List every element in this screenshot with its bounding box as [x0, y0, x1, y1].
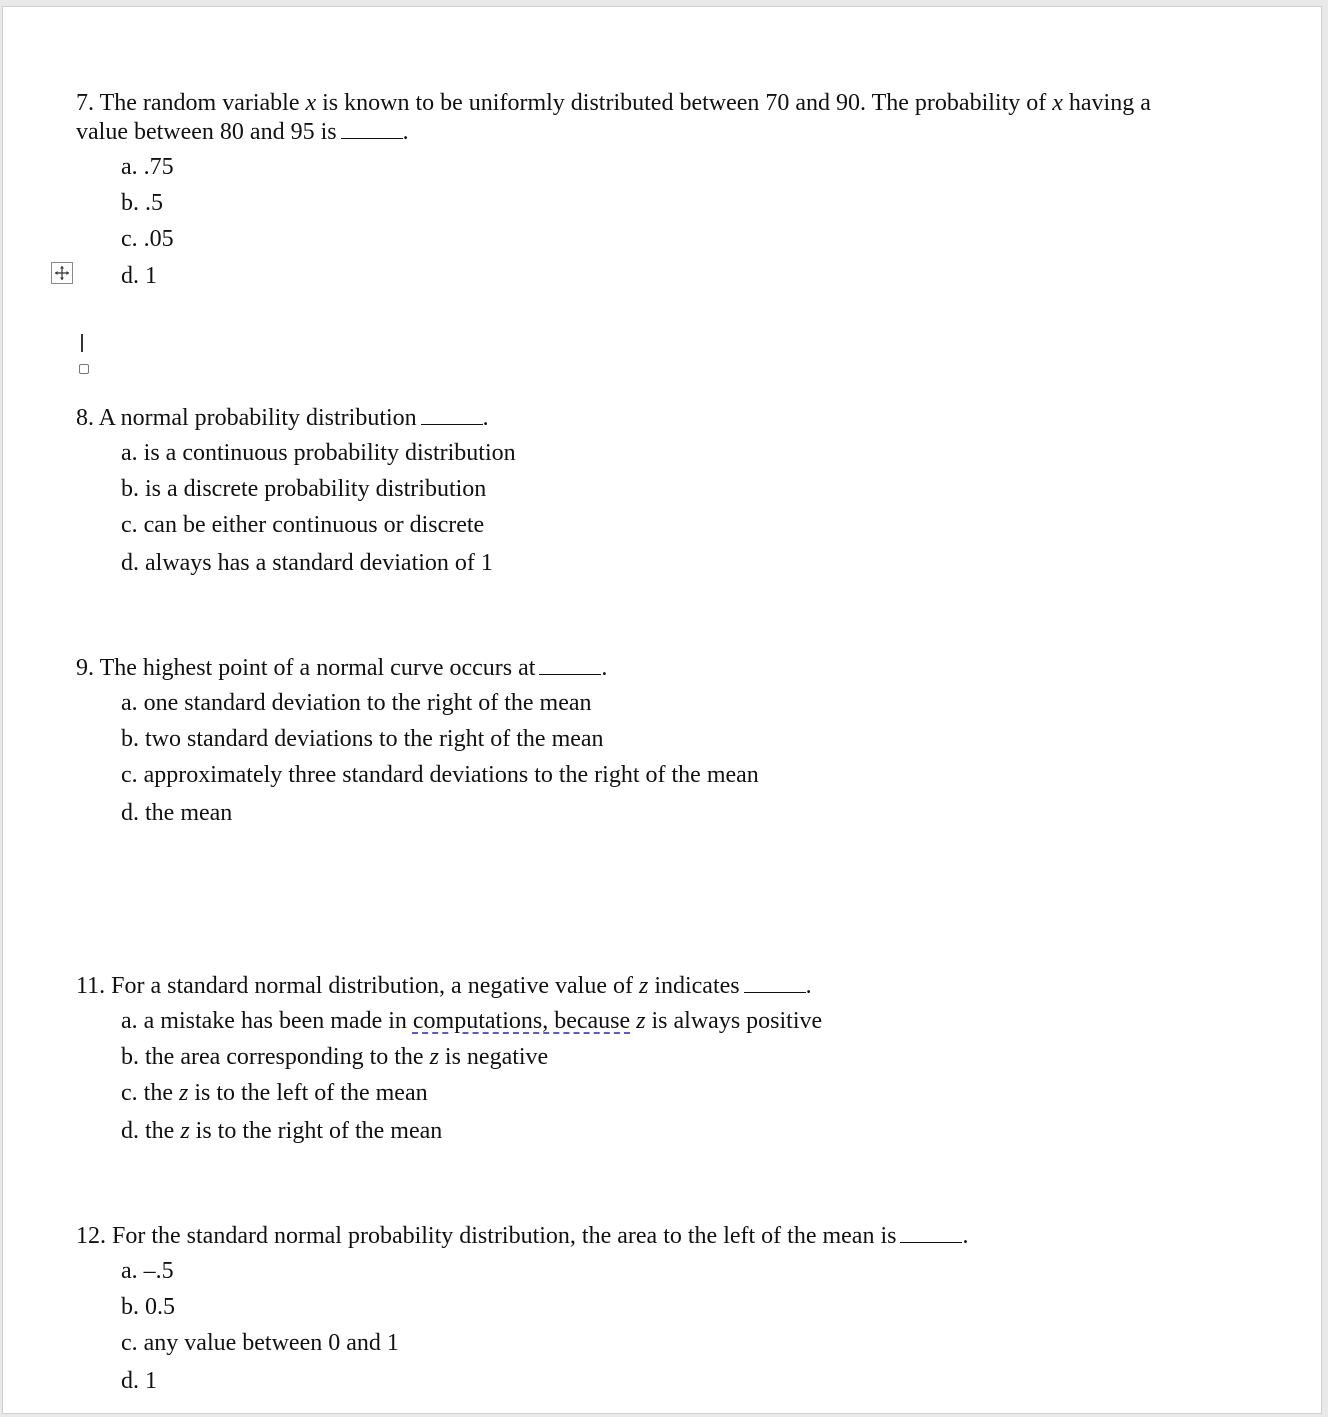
move-arrows-glyph [54, 265, 70, 281]
q11-a-var-z: z [636, 1008, 646, 1034]
q9-option-b[interactable]: b. two standard deviations to the right of the mean [121, 726, 604, 752]
q11-d-var-z: z [180, 1118, 190, 1144]
q7-period: . [402, 119, 409, 145]
q7-option-c[interactable]: c. .05 [121, 226, 174, 252]
q8-option-c[interactable]: c. can be either continuous or discrete [121, 512, 485, 538]
question-7-line-2 [76, 118, 409, 147]
q9-option-a[interactable]: a. one standard deviation to the right of the mean [121, 690, 592, 716]
q8-option-a[interactable]: a. is a continuous probability distribution [121, 440, 516, 466]
checkbox-icon[interactable] [79, 364, 89, 374]
answer-blank [744, 974, 806, 993]
answer-blank [421, 406, 483, 425]
q9-option-c[interactable]: c. approximately three standard deviations to the right of the mean [121, 762, 759, 788]
move-arrows-icon[interactable] [51, 262, 73, 284]
q11-c-text: c. the [121, 1080, 179, 1106]
q7-option-d[interactable]: d. 1 [121, 263, 157, 289]
q7-text-mid: is known to be uniformly distributed between 70 and 90. The probability of [316, 90, 1053, 116]
q12-text: 12. For the standard normal probability distribution, the area to the left of the mean is [76, 1223, 897, 1249]
answer-blank [341, 120, 403, 139]
q12-option-a[interactable]: a. –.5 [121, 1258, 174, 1284]
q7-text: 7. The random variable [76, 90, 306, 116]
q11-d-text-end: is to the right of the mean [189, 1118, 443, 1144]
q11-b-var-z: z [429, 1044, 439, 1070]
q8-period: . [482, 405, 489, 431]
q11-a-text: a. a mistake has been made in [121, 1008, 413, 1034]
q11-option-b[interactable] [121, 1043, 548, 1072]
q11-d-text: d. the [121, 1118, 181, 1144]
q11-option-d[interactable] [121, 1117, 442, 1146]
q8-option-d[interactable]: d. always has a standard deviation of 1 [121, 550, 493, 576]
q12-option-b[interactable]: b. 0.5 [121, 1294, 175, 1320]
q11-b-text-end: is negative [438, 1044, 549, 1070]
q9-period: . [601, 655, 608, 681]
q11-var-z: z [638, 973, 649, 999]
q11-a-text-end: is always positive [645, 1008, 823, 1034]
question-7-line-1 [76, 89, 1151, 118]
q8-text: 8. A normal probability distribution [76, 405, 417, 431]
question-12-stem [76, 1222, 968, 1251]
question-9-stem [76, 654, 607, 683]
q7-var-x-2: x [1052, 90, 1063, 116]
q12-option-c[interactable]: c. any value between 0 and 1 [121, 1330, 399, 1356]
q11-text: 11. For a standard normal distribution, a negative value of [76, 973, 639, 999]
question-11-stem [76, 972, 812, 1001]
q11-c-text-end: is to the left of the mean [188, 1080, 428, 1106]
q11-period: . [805, 973, 812, 999]
q8-option-b[interactable]: b. is a discrete probability distribution [121, 476, 487, 502]
q7-option-b[interactable]: b. .5 [121, 190, 163, 216]
q11-option-a[interactable] [121, 1007, 822, 1036]
question-8-stem [76, 404, 489, 433]
q7-text-end: having a [1062, 90, 1151, 116]
q7-line2-text: value between 80 and 95 is [76, 119, 337, 145]
q12-option-d[interactable]: d. 1 [121, 1368, 157, 1394]
q11-c-var-z: z [178, 1080, 189, 1106]
q9-option-d[interactable]: d. the mean [121, 800, 233, 826]
q7-var-x: x [305, 90, 317, 116]
grammar-underline[interactable]: computations, because [412, 1008, 631, 1034]
q12-period: . [962, 1223, 969, 1249]
q11-option-c[interactable] [121, 1079, 428, 1108]
q11-b-text: b. the area corresponding to the [121, 1044, 430, 1070]
q11-text-end: indicates [648, 973, 740, 999]
q7-option-a[interactable]: a. .75 [121, 154, 174, 180]
answer-blank [539, 656, 601, 675]
answer-blank [900, 1224, 962, 1243]
q9-text: 9. The highest point of a normal curve occurs at [76, 655, 536, 681]
text-cursor [81, 334, 83, 352]
